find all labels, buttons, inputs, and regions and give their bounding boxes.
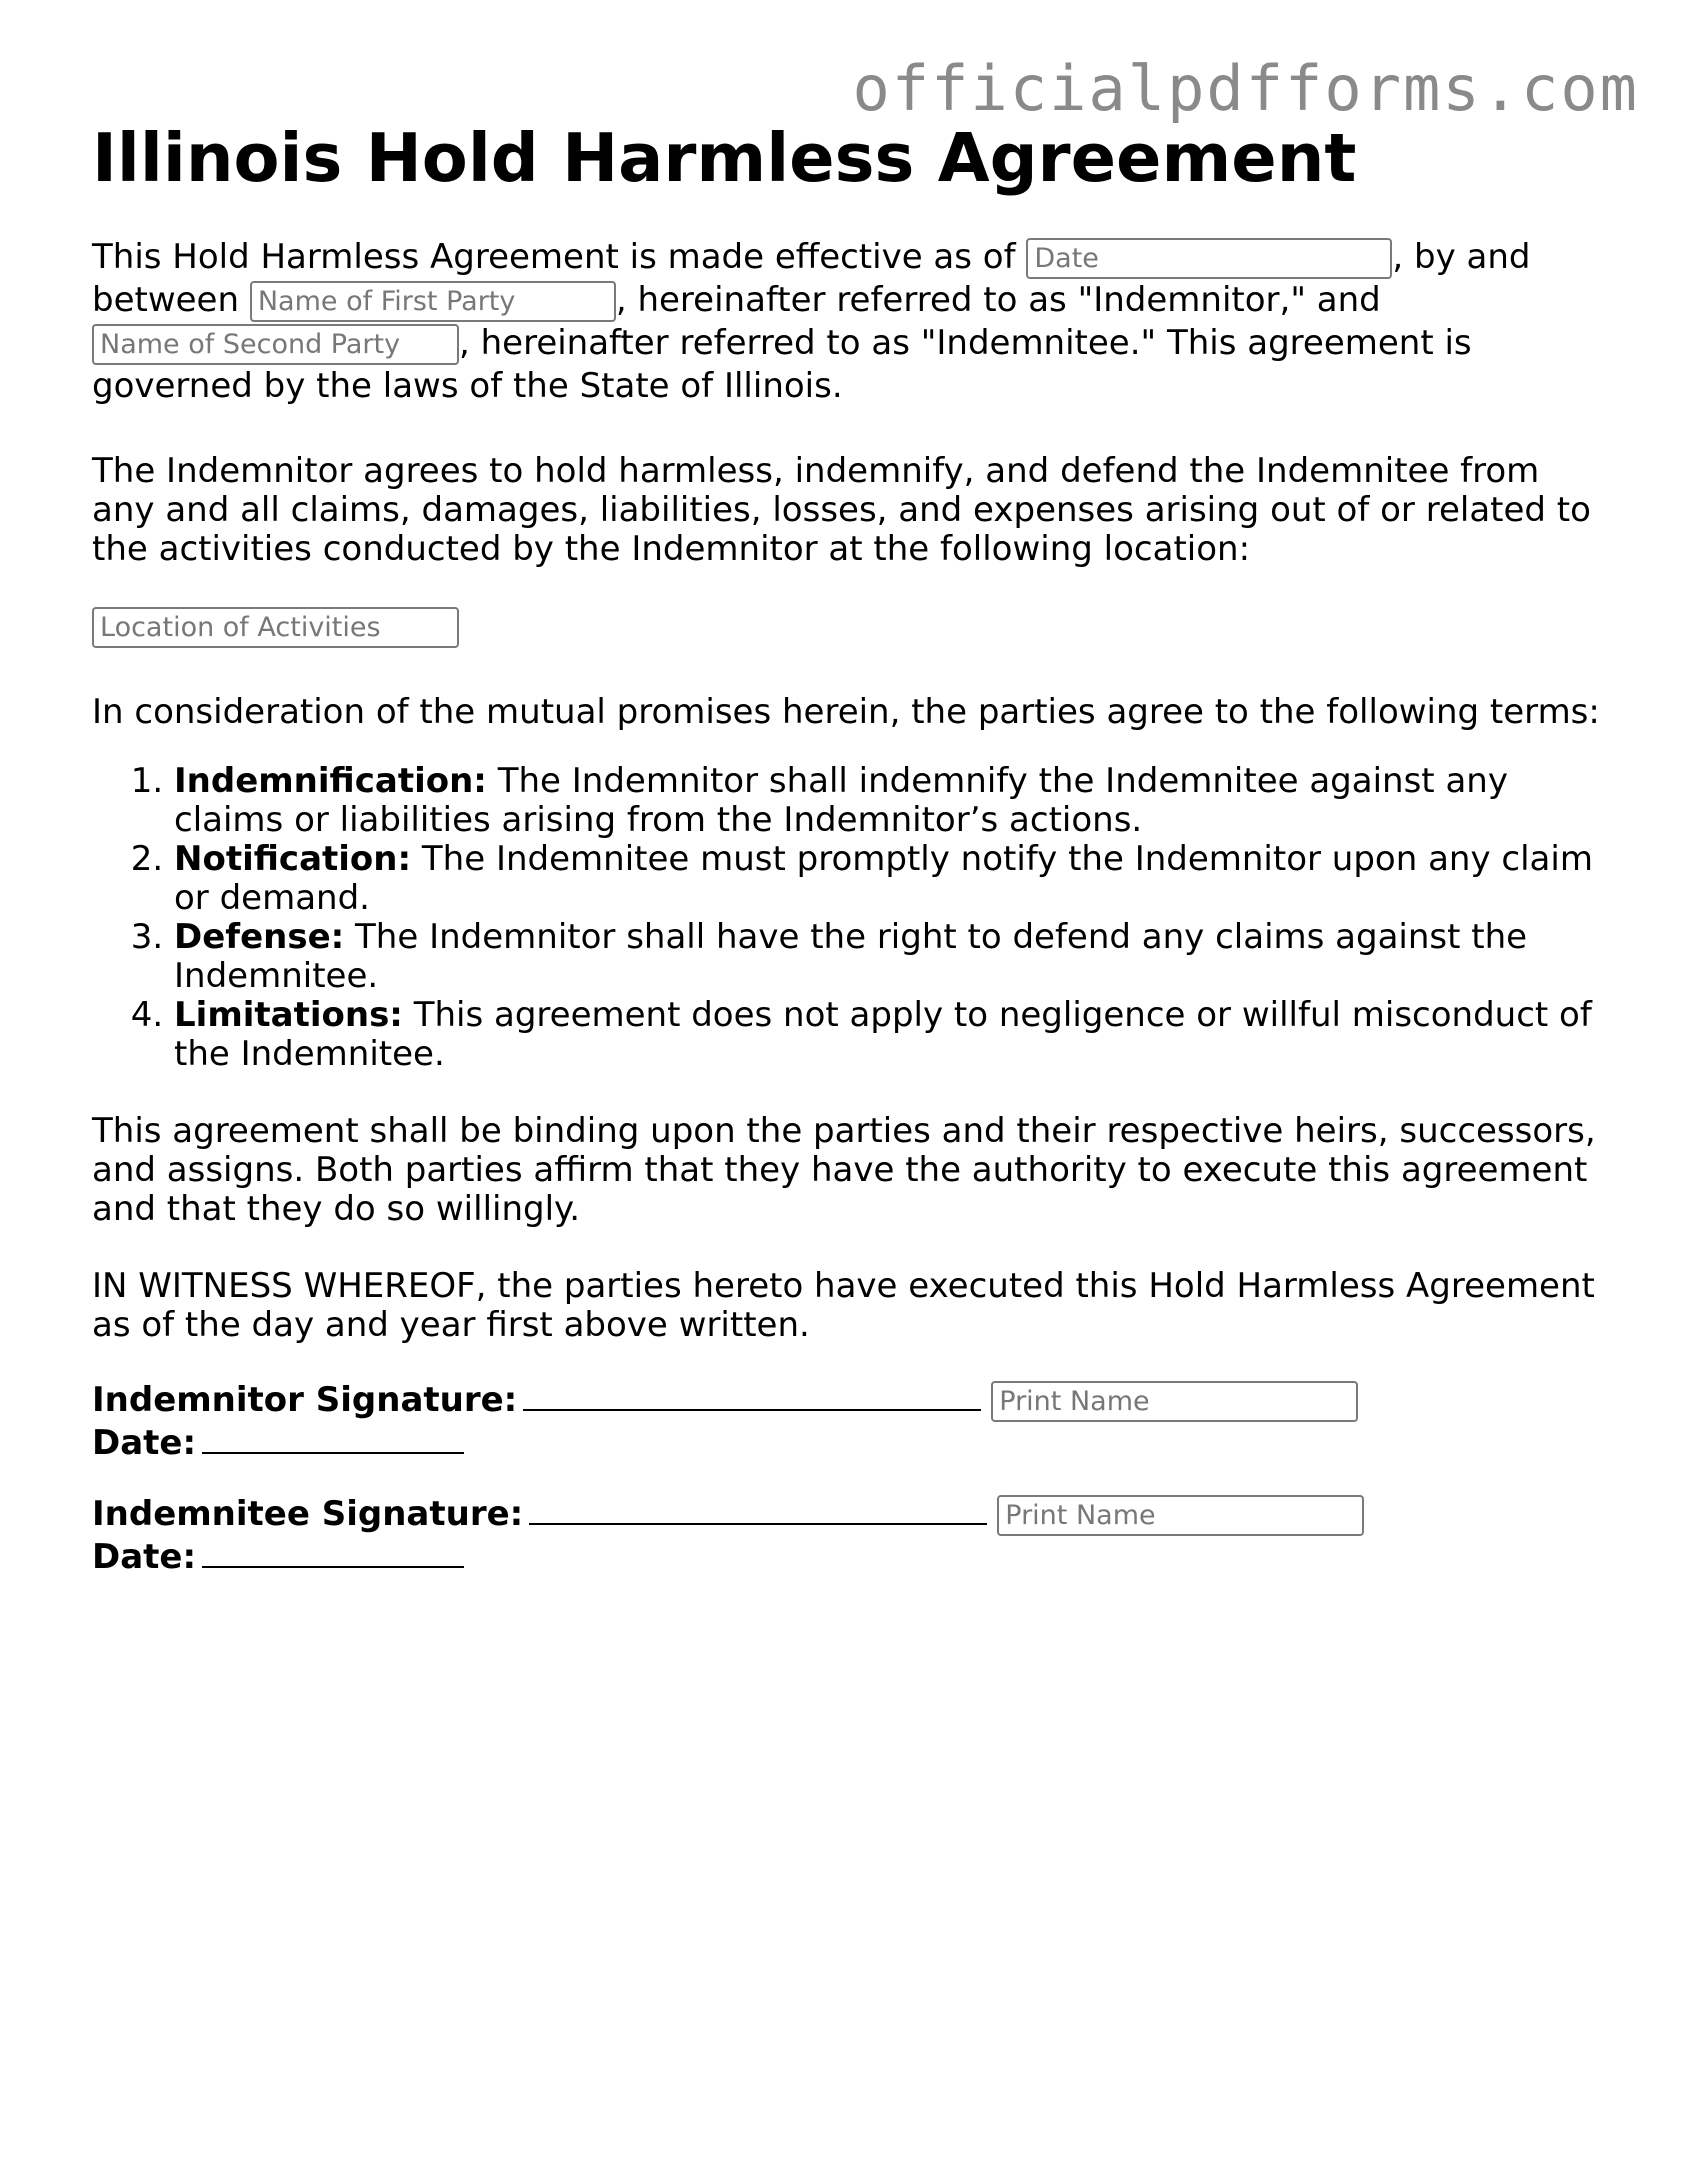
- term-text: This agreement does not apply to negligence or willful misconduct of the Indemnitee.: [174, 995, 1592, 1074]
- term-label: Notification:: [174, 839, 412, 879]
- location-row: [92, 607, 1602, 649]
- terms-list: [92, 762, 1602, 1074]
- indemnitor-signature-label: Indemnitor Signature:: [92, 1380, 518, 1420]
- term-label: Indemnification:: [174, 761, 487, 801]
- indemnitor-print-name-field[interactable]: [991, 1381, 1358, 1422]
- term-text: The Indemnitor shall indemnify the Indemnitee against any claims or liabilities arising from the Indemnitor’s actions.: [174, 761, 1508, 840]
- indemnitee-print-name-field[interactable]: [997, 1495, 1364, 1536]
- watermark: officialpdfforms.com: [852, 52, 1639, 125]
- list-item: [174, 996, 1602, 1074]
- term-label: Limitations:: [174, 995, 403, 1035]
- indemnitor-signature-block: [92, 1379, 1602, 1465]
- list-item: [174, 918, 1602, 996]
- intro-text-4: , hereinafter referred to as "Indemnitee." This agreement is governed by the laws of the State of Illinois.: [92, 323, 1472, 406]
- indemnity-paragraph: The Indemnitor agrees to hold harmless, indemnify, and defend the Indemnitee from any and all claims, damages, liabilities, losses, and expenses arising out of or related to the activities conducted by the Indemnitor at the following location:: [92, 451, 1591, 569]
- intro-paragraph: [92, 236, 1602, 408]
- indemnitor-date-line[interactable]: [202, 1422, 464, 1454]
- term-label: Defense:: [174, 917, 345, 957]
- intro-text-1: This Hold Harmless Agreement is made effective as of: [92, 237, 1027, 277]
- list-item: [174, 762, 1602, 840]
- witness-paragraph: IN WITNESS WHEREOF, the parties hereto have executed this Hold Harmless Agreement as of the day and year first above written.: [92, 1266, 1595, 1345]
- intro-text-2: , by and between: [92, 237, 1531, 320]
- location-field[interactable]: [92, 607, 459, 648]
- consideration-paragraph: In consideration of the mutual promises herein, the parties agree to the following terms:: [92, 692, 1600, 732]
- indemnitee-signature-label: Indemnitee Signature:: [92, 1494, 524, 1534]
- binding-paragraph: This agreement shall be binding upon the parties and their respective heirs, successors, and assigns. Both parties affirm that they have the authority to execute this agreement and that they do so willingly.: [92, 1111, 1596, 1229]
- document-page: [92, 118, 1602, 1607]
- indemnitee-date-label: Date:: [92, 1537, 197, 1577]
- indemnitor-signature-line[interactable]: [523, 1379, 981, 1411]
- second-party-field[interactable]: [92, 324, 459, 365]
- indemnitee-signature-block: [92, 1493, 1602, 1579]
- term-text: The Indemnitor shall have the right to defend any claims against the Indemnitee.: [174, 917, 1528, 996]
- indemnitor-date-label: Date:: [92, 1423, 197, 1463]
- page-title: Illinois Hold Harmless Agreement: [92, 119, 1357, 197]
- date-field[interactable]: [1026, 238, 1392, 279]
- intro-text-3: , hereinafter referred to as "Indemnitor," and: [615, 280, 1381, 320]
- term-text: The Indemnitee must promptly notify the Indemnitor upon any claim or demand.: [174, 839, 1593, 918]
- indemnitee-date-line[interactable]: [202, 1536, 464, 1568]
- list-item: [174, 840, 1602, 918]
- indemnitee-signature-line[interactable]: [529, 1493, 987, 1525]
- first-party-field[interactable]: [250, 281, 616, 322]
